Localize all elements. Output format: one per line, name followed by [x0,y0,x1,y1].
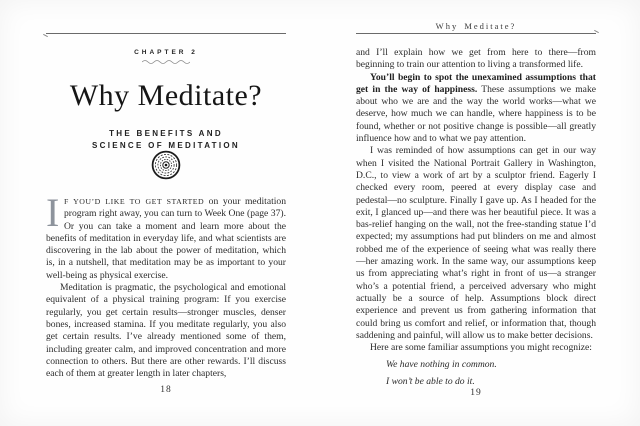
italic-assumption-line: I won’t be able to do it. [386,375,475,387]
chapter-label: CHAPTER 2 [134,49,198,56]
header-rule-right [356,33,596,34]
drop-cap: I [46,190,60,235]
bold-lead-sentence: You’ll begin to spot the unexamined assumptions that get in the way of happiness. [356,71,596,95]
left-page-body [46,190,287,380]
smallcaps-lead: F YOU’D LIKE TO GET STARTED [64,197,205,206]
paragraph [46,190,287,282]
running-header: Why Meditate? [435,21,517,31]
page-number-right: 19 [470,388,482,398]
paragraph-text: on your meditation program right away, you can turn to Week One (page 37). Or you can take a moment and learn more about the benefits of meditation in everyday life, and what scientists are discovering in the lab about the power of meditation, which is, in a nutshell, that meditation may be as important to your well-being as physical exercise. [46,196,287,281]
paragraph [356,72,596,146]
subtitle-line-2: SCIENCE OF MEDITATION [91,141,240,150]
rule-end-tick-icon [594,30,599,33]
right-page-body [356,47,596,388]
paragraph: Here are some familiar assumptions you might recognize: [370,342,592,354]
paragraph: Meditation is pragmatic, the psychological and emotional equivalent of a physical training program: If you exercise regularly, you get certain results—stronger muscles, denser bones, increased stamina. If you meditate regularly, you also get certain results. I’ve already mentioned some of them, including greater calm, and improved concentration and more connection to others. But there are other rewards. I’ll discuss each of them at greater length in later chapters, [46,282,286,380]
labyrinth-medallion-icon [46,149,286,186]
squiggle-underline-icon [142,59,190,64]
paragraph: and I’ll explain how we get from here to there—from beginning to train our attention to living a transformed life. [356,47,596,71]
paragraph: I was reminded of how assumptions can get in our way when I visited the National Portrait Gallery in Washington, D.C., to view a work of art by a sculptor friend. Eagerly I checked every room, peered at every display case and pedestal—no sculpture. Finally I gave up. As I headed for the exit, I glanced up—and there was her beautiful piece. It was a bas-relief hanging on the wall, not the free-standing statue I’d expected; my assumptions had put blinders on me and almost robbed me of the experience of seeing what was really there—her amazing work. In the same way, our assumptions keep us from appreciating what’s right in front of us—a stranger who’s a potential friend, a perceived adversary who might actually be a source of help. Assumptions block direct experience and prevent us from gathering information that could bring us comfort and relief, or information that, though saddening and painful, will allow us to make better decisions. [356,145,596,341]
page-number-left: 18 [160,385,172,395]
rule-end-tick-icon [43,34,48,37]
page-title: Why Meditate? [69,79,263,112]
paragraph-text: These assumptions we make about who we are and the way the world works—what we deserve, how much we can handle, where happiness is to be found, whether or not positive change is possible—all greatly influence how and to what we pay attention. [356,83,596,145]
subtitle-line-1: THE BENEFITS AND [109,129,223,138]
header-rule-left [46,33,286,34]
italic-assumption-line: We have nothing in common. [386,358,497,370]
